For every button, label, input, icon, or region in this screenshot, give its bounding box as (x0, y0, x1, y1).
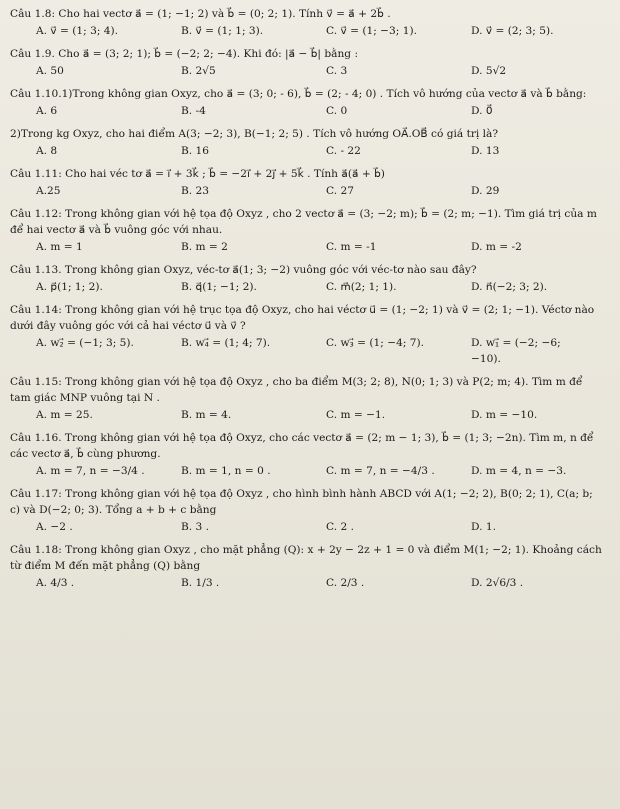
option-b: B. 2√5 (181, 65, 216, 77)
option-d: D. 0⃗ (471, 105, 493, 117)
option-d: D. 2√6/3 . (471, 577, 524, 589)
question-1-10-part-1 (10, 86, 606, 119)
option-a: A. m = 1 (36, 241, 83, 253)
answer-options (10, 575, 606, 591)
option-b: B. 16 (181, 145, 209, 157)
question-1-14 (10, 302, 606, 367)
option-d: D. n⃗(−2; 3; 2). (471, 281, 548, 293)
option-c: C. - 22 (326, 145, 361, 157)
question-1-9 (10, 46, 606, 79)
option-a: A. 50 (36, 65, 64, 77)
option-b: B. m = 2 (181, 241, 228, 253)
question-stem: Câu 1.15: Trong không gian với hệ tọa độ Oxyz , cho ba điểm M(3; 2; 8), N(0; 1; 3) và P(2; m; 4). Tìm m để tam giác MNP vuông tại N . (10, 376, 583, 404)
option-a: A.25 (36, 185, 61, 197)
answer-options (10, 103, 606, 119)
option-b: B. -4 (181, 105, 206, 117)
question-stem: 2)Trong kg Oxyz, cho hai điểm A(3; −2; 3), B(−1; 2; 5) . Tích vô hướng OA⃗.OB⃗ có giá trị là? (10, 128, 499, 140)
option-d: D. 1. (471, 521, 496, 533)
option-d: D. 29 (471, 185, 500, 197)
question-1-16 (10, 430, 606, 479)
option-a: A. v⃗ = (1; 3; 4). (36, 25, 118, 37)
option-c: C. 27 (326, 185, 354, 197)
question-1-10-part-2 (10, 126, 606, 159)
question-stem: Câu 1.16. Trong không gian với hệ tọa độ Oxyz, cho các vectơ a⃗ = (2; m − 1; 3), b⃗ = (1; 3; −2n). Tìm m, n để các vectơ a⃗, b⃗ cùng phương. (10, 432, 594, 460)
option-c: C. v⃗ = (1; −3; 1). (326, 25, 417, 37)
answer-options (10, 279, 606, 295)
question-stem: Câu 1.11: Cho hai véc tơ a⃗ = i⃗ + 3k⃗ ; b⃗ = −2i⃗ + 2j⃗ + 5k⃗ . Tính a⃗(a⃗ + b⃗) (10, 168, 385, 180)
option-b: B. q⃗(1; −1; 2). (181, 281, 257, 293)
option-d: D. w₁⃗ = (−2; −6; −10). (471, 337, 561, 365)
option-c: C. m = −1. (326, 409, 386, 421)
option-b: B. m = 1, n = 0 . (181, 465, 271, 477)
answer-options (10, 183, 606, 199)
answer-options (10, 63, 606, 79)
option-b: B. w₄⃗ = (1; 4; 7). (181, 337, 271, 349)
option-a: A. m = 25. (36, 409, 93, 421)
option-d: D. 5√2 (471, 65, 507, 77)
question-1-13 (10, 262, 606, 295)
answer-options (10, 463, 606, 479)
option-b: B. v⃗ = (1; 1; 3). (181, 25, 264, 37)
question-stem: Câu 1.14: Trong không gian với hệ trục tọa độ Oxyz, cho hai véctơ u⃗ = (1; −2; 1) và v⃗ = (2; 1; −1). Véctơ nào dưới đây vuông góc với cả hai véctơ u⃗ và v⃗ ? (10, 304, 595, 332)
answer-options (10, 23, 606, 39)
question-stem: Câu 1.18: Trong không gian Oxyz , cho mặt phẳng (Q): x + 2y − 2z + 1 = 0 và điểm M(1; −2; 1). Khoảng cách từ điểm M đến mặt phẳng (Q) bằng (10, 544, 602, 572)
option-a: A. m = 7, n = −3/4 . (36, 465, 145, 477)
option-d: D. m = 4, n = −3. (471, 465, 567, 477)
option-a: A. 8 (36, 145, 58, 157)
question-1-8 (10, 6, 606, 39)
question-stem: Câu 1.17: Trong không gian với hệ tọa độ Oxyz , cho hình bình hành ABCD với A(1; −2; 2), B(0; 2; 1), C(a; b; c) và D(−2; 0; 3). Tổng a + b + c bằng (10, 488, 593, 516)
answer-options (10, 335, 606, 367)
question-1-15 (10, 374, 606, 423)
option-d: D. m = −10. (471, 409, 538, 421)
option-b: B. 3 . (181, 521, 209, 533)
question-1-11 (10, 166, 606, 199)
option-a: A. 4/3 . (36, 577, 75, 589)
option-b: B. m = 4. (181, 409, 232, 421)
answer-options (10, 519, 606, 535)
question-stem: Câu 1.12: Trong không gian với hệ tọa độ Oxyz , cho 2 vectơ a⃗ = (3; −2; m); b⃗ = (2; m; −1). Tìm giá trị của m để hai vectơ a⃗ và b⃗ vuông góc với nhau. (10, 208, 597, 236)
option-a: A. −2 . (36, 521, 73, 533)
answer-options (10, 407, 606, 423)
option-c: C. 2 . (326, 521, 354, 533)
option-c: C. 0 (326, 105, 348, 117)
question-stem: Câu 1.13. Trong không gian Oxyz, véc-tơ a⃗(1; 3; −2) vuông góc với véc-tơ nào sau đây? (10, 264, 477, 276)
option-c: C. w₃⃗ = (1; −4; 7). (326, 337, 424, 349)
option-c: C. m⃗(2; 1; 1). (326, 281, 397, 293)
question-stem: Câu 1.8: Cho hai vectơ a⃗ = (1; −1; 2) và b⃗ = (0; 2; 1). Tính v⃗ = a⃗ + 2b⃗ . (10, 8, 391, 20)
question-1-12 (10, 206, 606, 255)
option-d: D. v⃗ = (2; 3; 5). (471, 25, 554, 37)
answer-options (10, 143, 606, 159)
option-c: C. 2/3 . (326, 577, 365, 589)
option-c: C. m = 7, n = −4/3 . (326, 465, 435, 477)
option-c: C. m = -1 (326, 241, 377, 253)
question-stem: Câu 1.10.1)Trong không gian Oxyz, cho a⃗ = (3; 0; - 6), b⃗ = (2; - 4; 0) . Tích vô hướng của vectơ a⃗ và b⃗ bằng: (10, 88, 587, 100)
question-1-17 (10, 486, 606, 535)
option-a: A. w₂⃗ = (−1; 3; 5). (36, 337, 134, 349)
option-d: D. 13 (471, 145, 500, 157)
option-a: A. 6 (36, 105, 58, 117)
option-b: B. 1/3 . (181, 577, 220, 589)
option-a: A. p⃗(1; 1; 2). (36, 281, 103, 293)
option-d: D. m = -2 (471, 241, 522, 253)
option-c: C. 3 (326, 65, 348, 77)
question-1-18 (10, 542, 606, 591)
question-stem: Câu 1.9. Cho a⃗ = (3; 2; 1); b⃗ = (−2; 2; −4). Khi đó: |a⃗ − b⃗| bằng : (10, 48, 359, 60)
option-b: B. 23 (181, 185, 209, 197)
answer-options (10, 239, 606, 255)
